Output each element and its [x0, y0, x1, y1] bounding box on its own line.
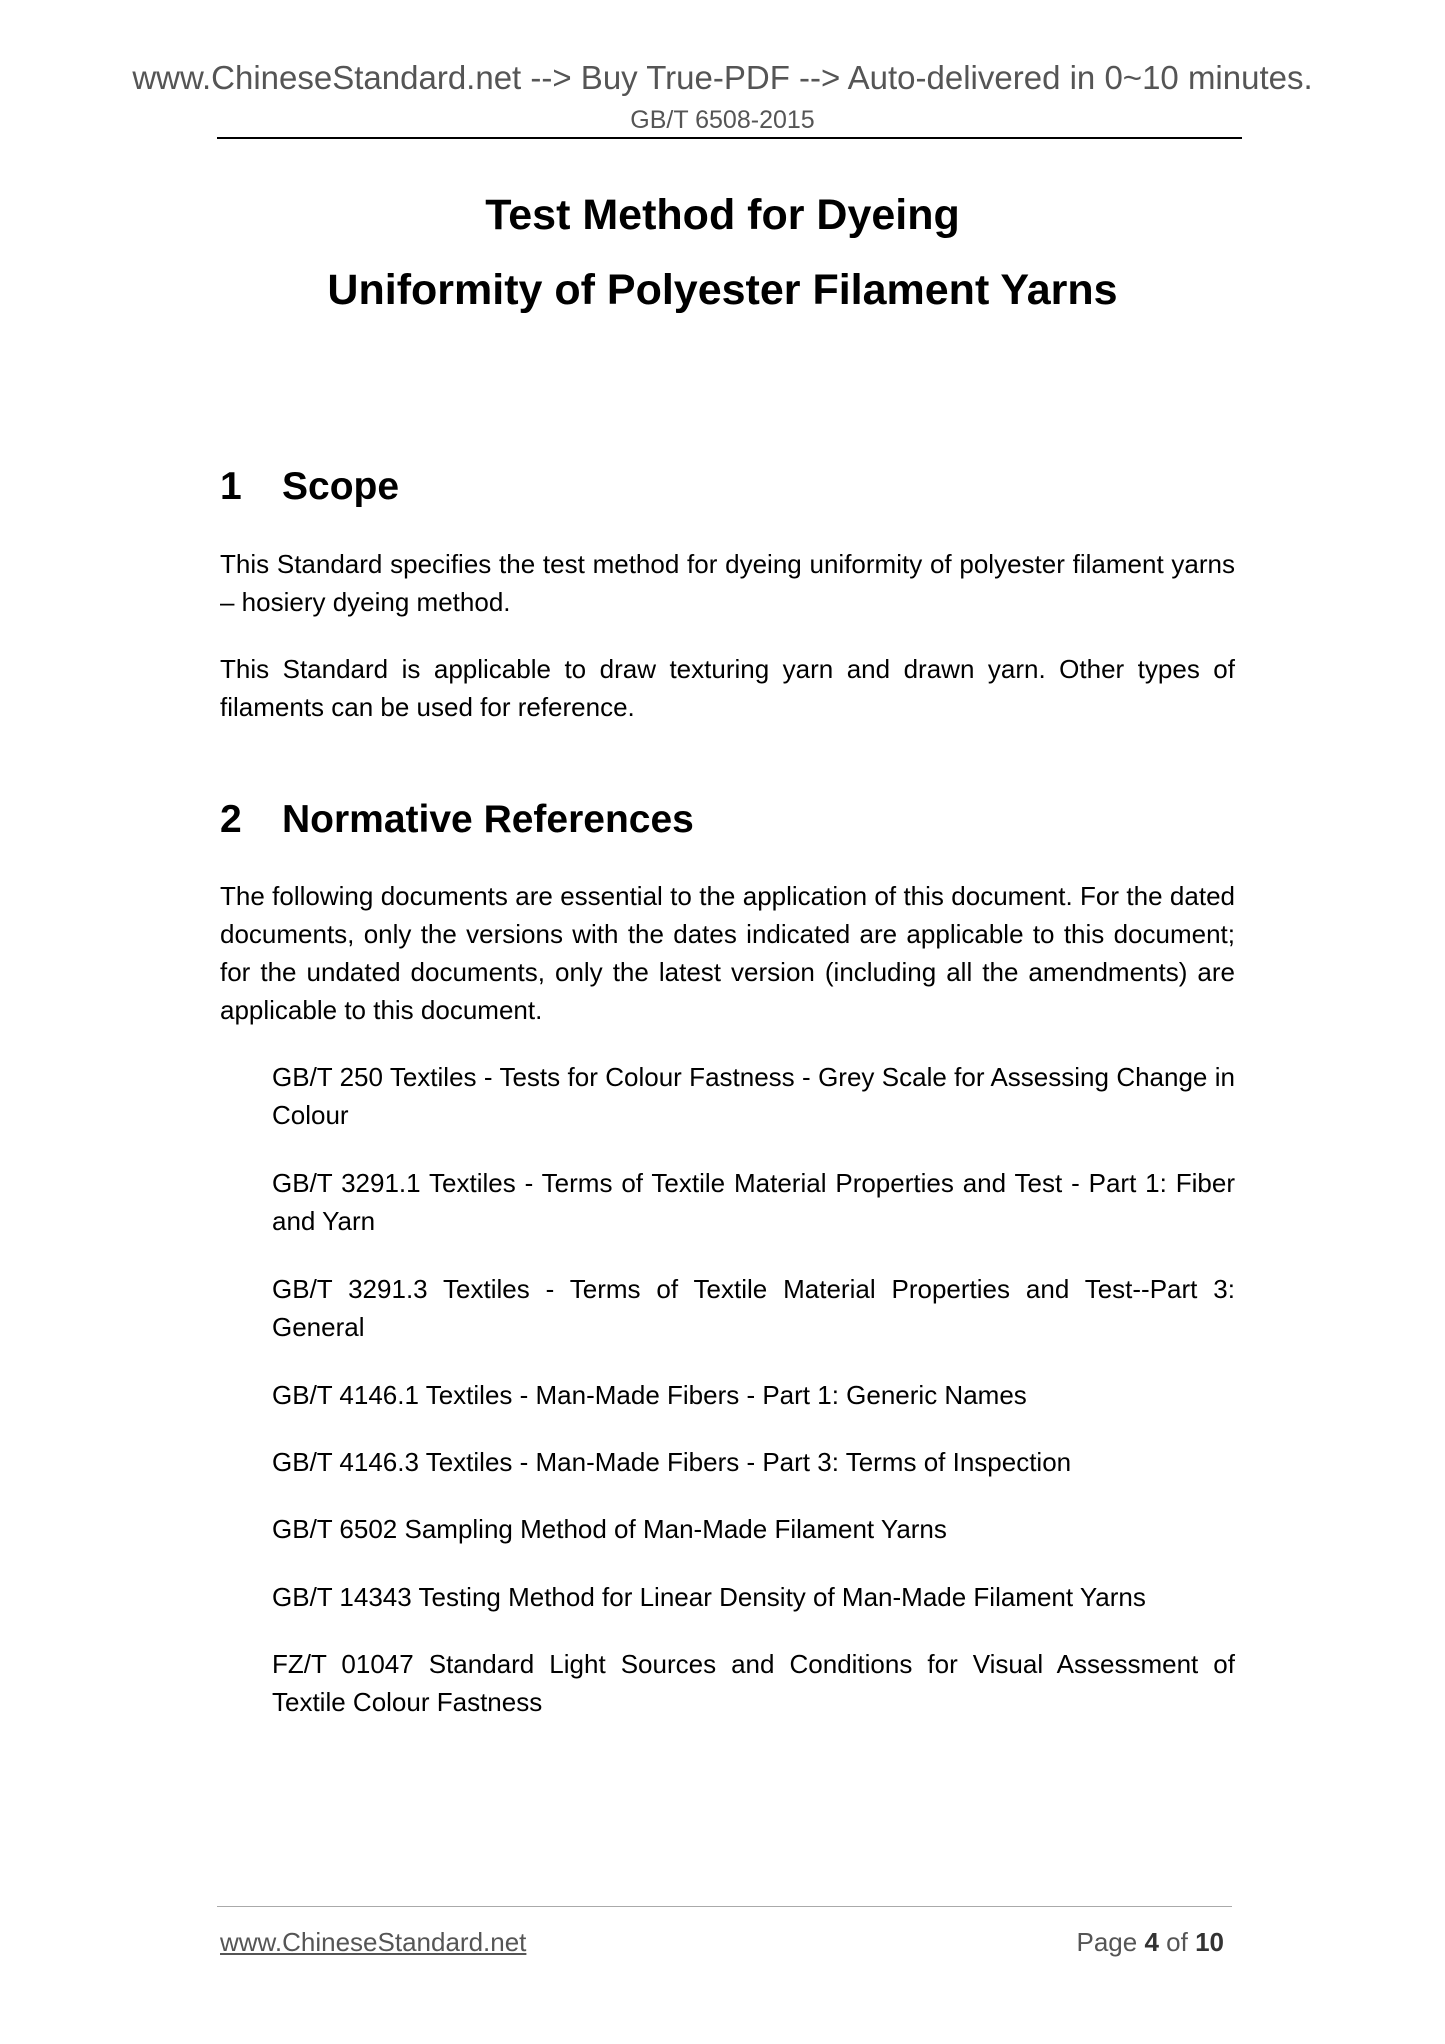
section-heading-normative-references: [220, 796, 694, 844]
document-title-line-1: Test Method for Dyeing: [485, 191, 960, 239]
section-title: Scope: [282, 465, 400, 508]
reference-item: GB/T 3291.3 Textiles - Terms of Textile Material Properties and Test--Part 3: General: [272, 1274, 1235, 1342]
references-intro-paragraph: The following documents are essential to the application of this document. For the dated documents, only the versions with the dates indicated are applicable to this document; for the undated documents, only the latest version (including all the amendments) are applicable to this document.: [220, 881, 1235, 1025]
page-indicator: [1076, 1925, 1224, 1959]
footer-divider: [217, 1906, 1232, 1907]
reference-item: GB/T 6502 Sampling Method of Man-Made Filament Yarns: [272, 1514, 947, 1544]
reference-item: GB/T 250 Textiles - Tests for Colour Fastness - Grey Scale for Assessing Change in Colour: [272, 1062, 1235, 1130]
reference-item: GB/T 14343 Testing Method for Linear Density of Man-Made Filament Yarns: [272, 1582, 1146, 1612]
standard-code: GB/T 6508-2015: [630, 106, 815, 134]
header-banner: www.ChineseStandard.net --> Buy True-PDF --> Auto-delivered in 0~10 minutes.: [132, 59, 1313, 96]
total-pages-number: 10: [1195, 1927, 1224, 1957]
of-label: of: [1166, 1927, 1188, 1957]
section-title: Normative References: [282, 798, 694, 841]
reference-item: GB/T 4146.3 Textiles - Man-Made Fibers - Part 3: Terms of Inspection: [272, 1447, 1072, 1477]
header-divider: [217, 137, 1242, 139]
scope-paragraph: This Standard is applicable to draw texturing yarn and drawn yarn. Other types of filaments can be used for reference.: [220, 654, 1235, 722]
current-page-number: 4: [1144, 1927, 1159, 1957]
reference-item: GB/T 4146.1 Textiles - Man-Made Fibers - Part 1: Generic Names: [272, 1380, 1027, 1410]
scope-paragraph: This Standard specifies the test method for dyeing uniformity of polyester filament yarns – hosiery dyeing method.: [220, 549, 1235, 617]
footer-website-link[interactable]: www.ChineseStandard.net: [220, 1927, 527, 1957]
page-label: Page: [1076, 1927, 1138, 1957]
reference-item: GB/T 3291.1 Textiles - Terms of Textile Material Properties and Test - Part 1: Fiber and Yarn: [272, 1168, 1235, 1236]
section-number: 1: [220, 465, 242, 508]
section-heading-scope: [220, 463, 399, 511]
document-title-line-2: Uniformity of Polyester Filament Yarns: [327, 266, 1118, 314]
section-number: 2: [220, 798, 242, 841]
reference-item: FZ/T 01047 Standard Light Sources and Conditions for Visual Assessment of Textile Colour Fastness: [272, 1649, 1235, 1717]
